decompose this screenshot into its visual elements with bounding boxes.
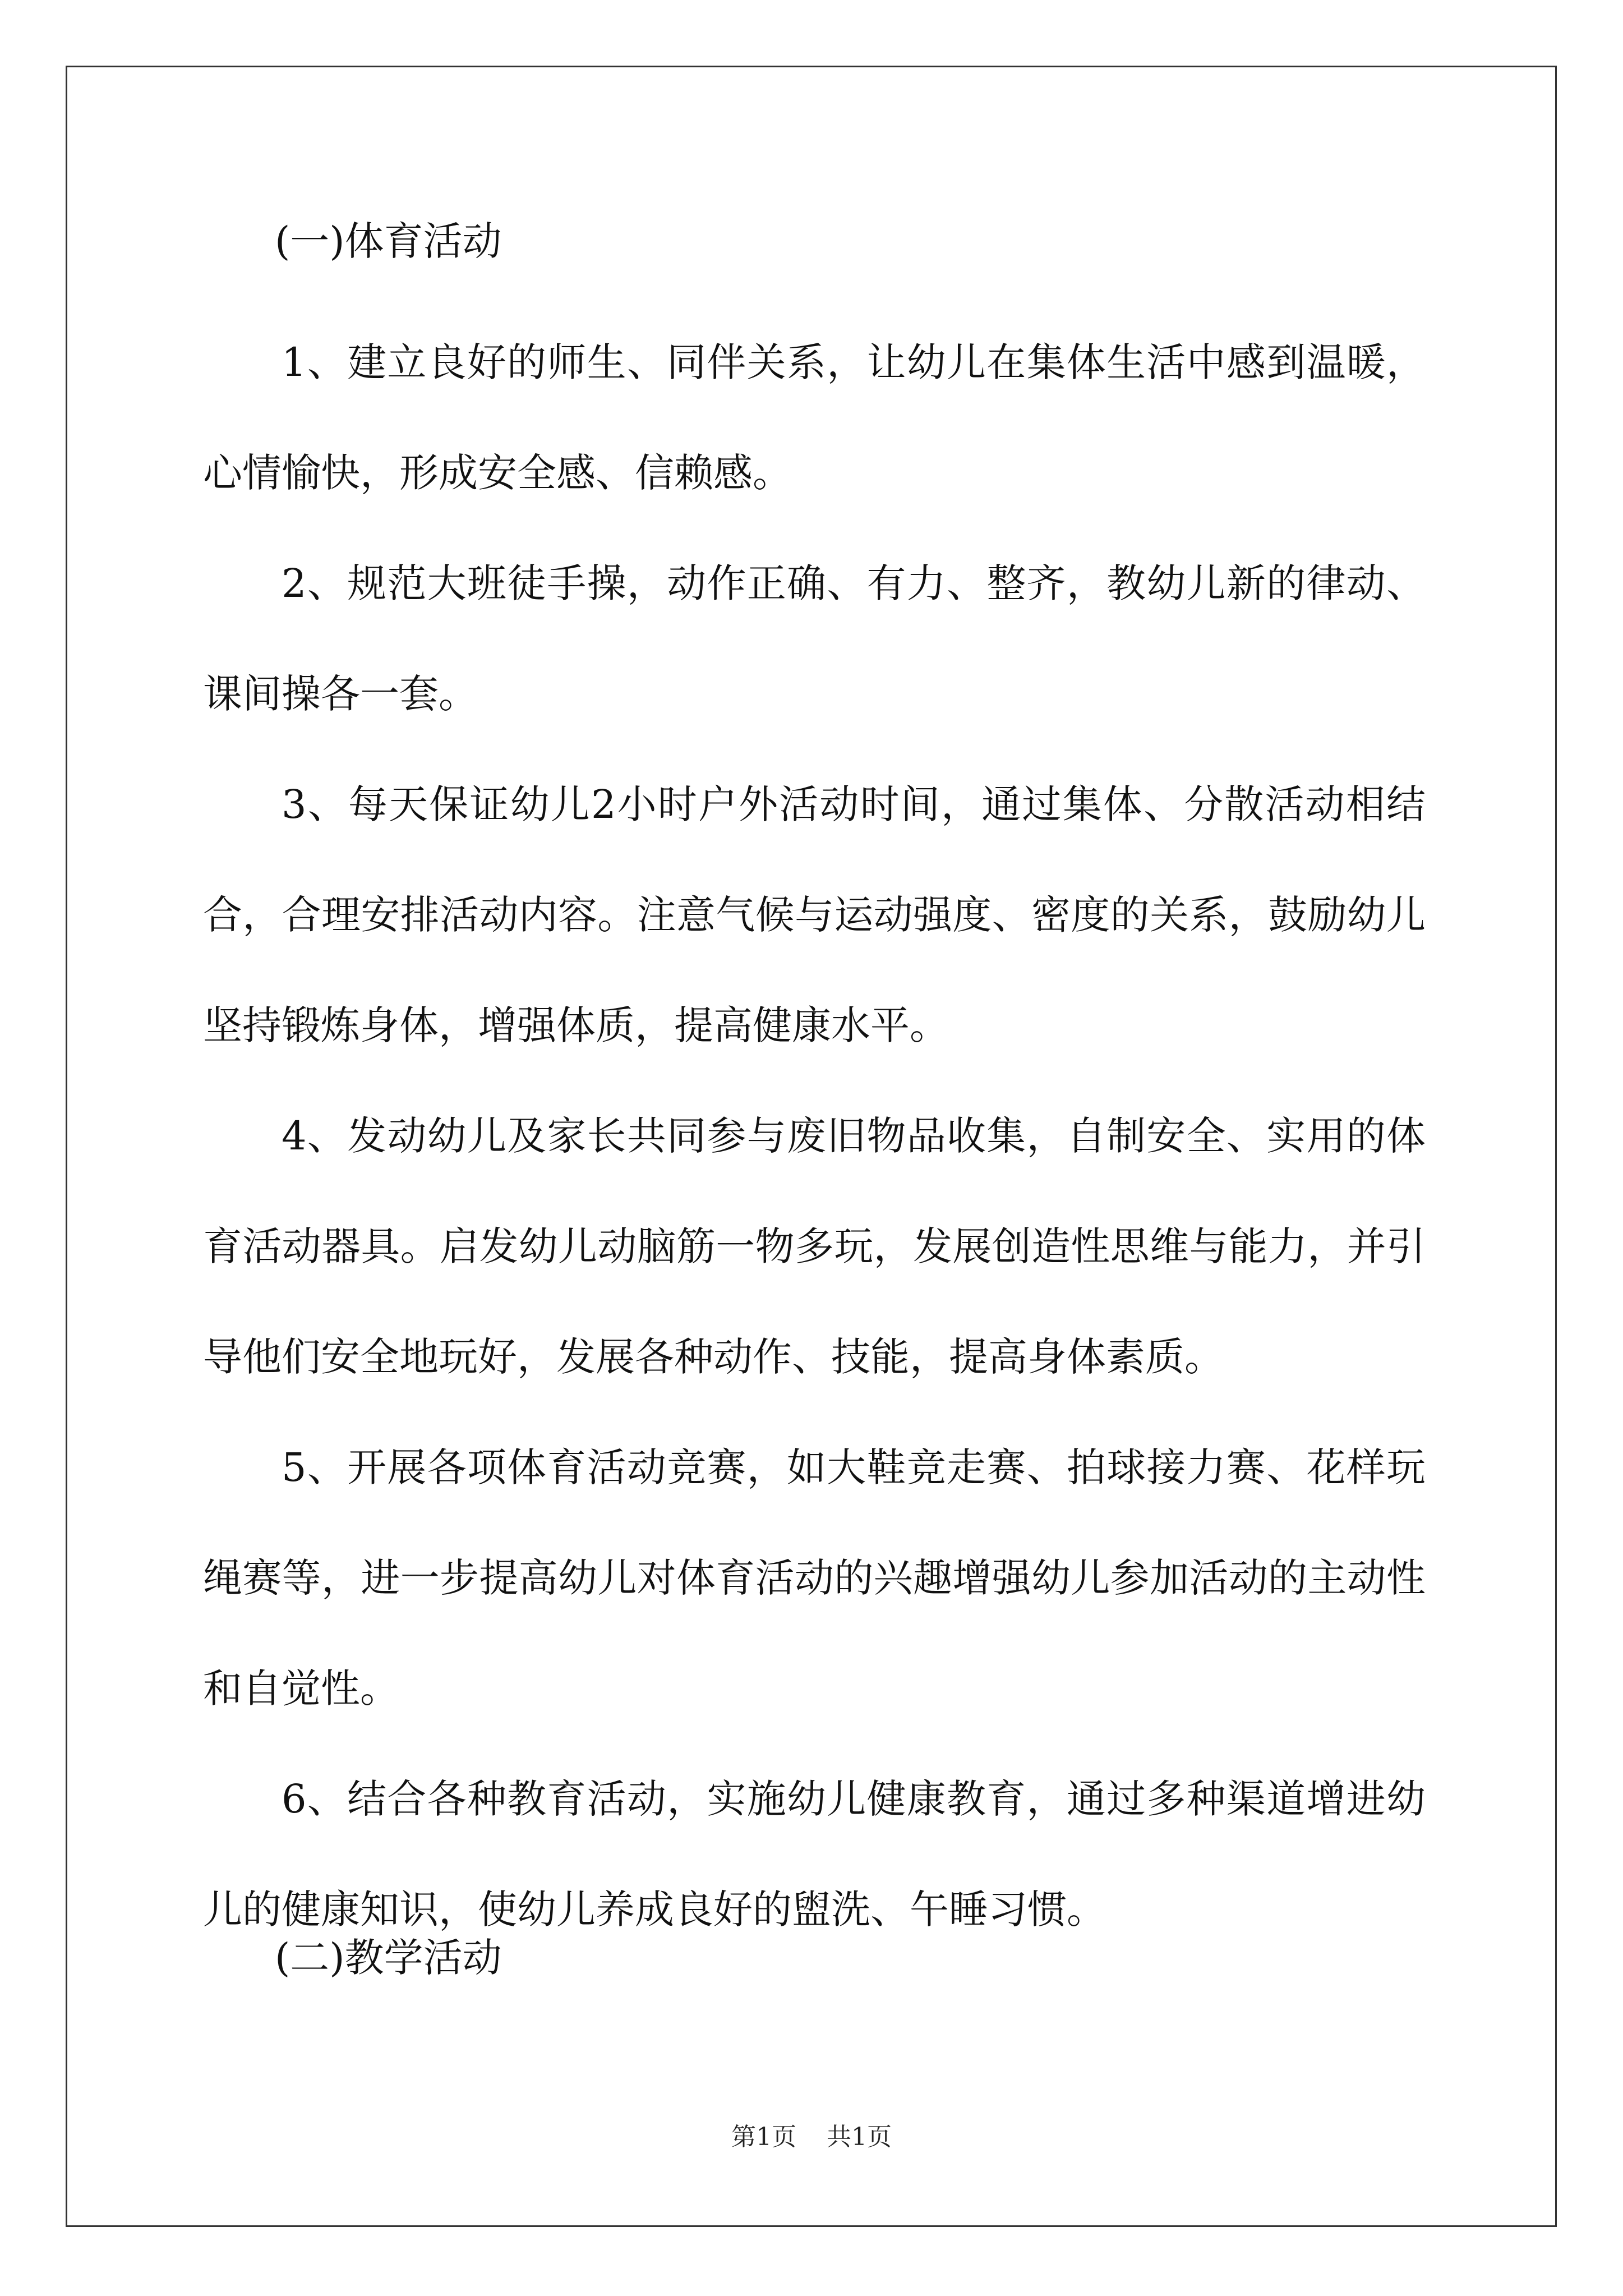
page-footer bbox=[0, 2120, 1623, 2154]
paragraph-4: 4、发动幼儿及家长共同参与废旧物品收集，自制安全、实用的体育活动器具。启发幼儿动脑筋一物多玩，发展创造性思维与能力，并引导他们安全地玩好，发展各种动作、技能，提高身体素质。 bbox=[203, 1113, 1426, 1380]
page-total-label: 共1页 bbox=[827, 2123, 892, 2151]
paragraph-6: 6、结合各种教育活动，实施幼儿健康教育，通过多种渠道增进幼儿的健康知识，使幼儿养成良好的盥洗、午睡习惯。 bbox=[203, 1776, 1426, 1932]
paragraph-5: 5、开展各项体育活动竞赛，如大鞋竞走赛、拍球接力赛、花样玩绳赛等，进一步提高幼儿对体育活动的兴趣增强幼儿参加活动的主动性和自觉性。 bbox=[203, 1444, 1426, 1711]
paragraph-1: 1、建立良好的师生、同伴关系，让幼儿在集体生活中感到温暖，心情愉快，形成安全感、信赖感。 bbox=[203, 339, 1426, 496]
paragraph-2: 2、规范大班徒手操，动作正确、有力、整齐，教幼儿新的律动、课间操各一套。 bbox=[203, 560, 1426, 717]
section-heading-sports: (一)体育活动 bbox=[275, 218, 502, 264]
page-current-label: 第1页 bbox=[731, 2123, 796, 2151]
paragraph-3: 3、每天保证幼儿2小时户外活动时间，通过集体、分散活动相结合，合理安排活动内容。注意气候与运动强度、密度的关系，鼓励幼儿坚持锻炼身体，增强体质，提高健康水平。 bbox=[203, 781, 1426, 1048]
section-heading-teaching: (二)教学活动 bbox=[275, 1935, 502, 1981]
